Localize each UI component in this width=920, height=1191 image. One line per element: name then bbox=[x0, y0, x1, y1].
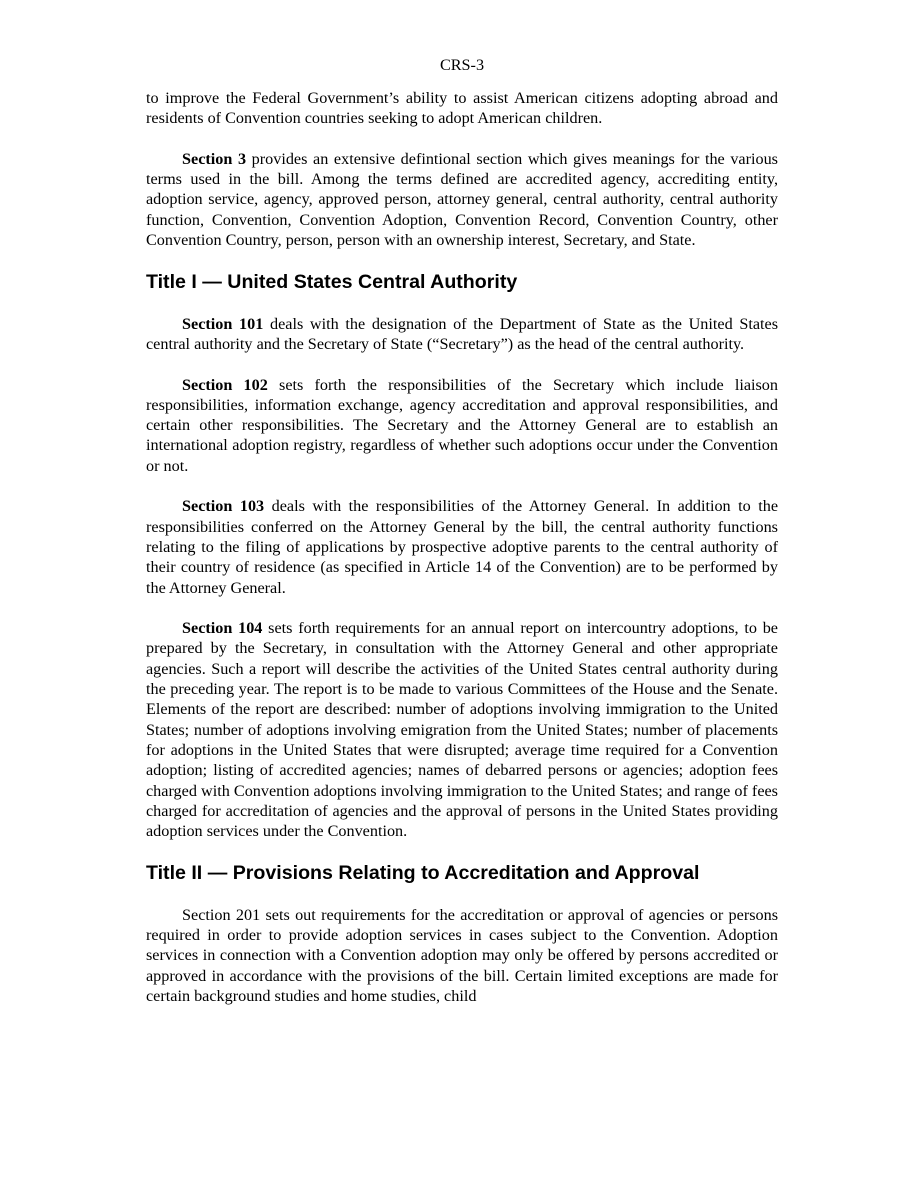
section-102-text: sets forth the responsibilities of the Secretary which include liaison responsibilities, information exchange, agency accreditation and approval responsibilities, and certain other responsibilities. The Secretary and the Attorney General are to establish an international adoption registry, regardless of whether such adoptions occur under the Convention or not. bbox=[146, 375, 778, 475]
title-1-heading: Title I — United States Central Authority bbox=[146, 270, 518, 293]
section-101-text: deals with the designation of the Department of State as the United States central authority and the Secretary of State (“Secretary”) as the head of the central authority. bbox=[146, 314, 778, 353]
intro-paragraph bbox=[146, 88, 778, 129]
section-3-label: Section 3 bbox=[182, 149, 247, 168]
section-102-paragraph bbox=[146, 375, 778, 476]
section-102-label: Section 102 bbox=[182, 375, 268, 394]
title-2-heading: Title II — Provisions Relating to Accreditation and Approval bbox=[146, 861, 700, 884]
section-103-paragraph bbox=[146, 496, 778, 597]
section-103-label: Section 103 bbox=[182, 497, 265, 516]
section-103-text: deals with the responsibilities of the Attorney General. In addition to the responsibilities conferred on the Attorney General by the bill, the central authority functions relating to the filing of applications by prospective adoptive parents to the central authority of their country of residence (as specified in Article 14 of the Convention) are to be performed by the Attorney General. bbox=[146, 497, 779, 597]
section-104-paragraph bbox=[146, 618, 778, 841]
section-101-label: Section 101 bbox=[182, 314, 264, 333]
section-104-text: sets forth requirements for an annual report on intercountry adoptions, to be prepared by the Secretary, in consultation with the Attorney General and other appropriate agencies. Such a report will describe the activities of the United States central authority during the preceding year. The report is to be made to various Committees of the House and the Senate. Elements of the report are described: number of adoptions involving immigration to the United States; number of adoptions involving emigration from the United States; number of placements for adoptions in the United States that were disrupted; average time required for a Convention adoption; listing of accredited agencies; names of debarred persons or agencies; adoption fees charged with Convention adoptions involving immigration to the United States; and range of fees charged for accreditation of agencies and the approval of persons in the United States providing adoption services under the Convention. bbox=[146, 619, 778, 841]
section-3-paragraph bbox=[146, 149, 778, 250]
page-number: CRS-3 bbox=[439, 56, 485, 74]
intro-text: to improve the Federal Government’s ability to assist American citizens adopting abroad and residents of Convention countries seeking to adopt American children. bbox=[146, 89, 778, 128]
document-page bbox=[146, 55, 778, 1006]
section-104-label: Section 104 bbox=[182, 619, 263, 638]
section-201-text: Section 201 sets out requirements for the accreditation or approval of agencies or persons required in order to provide adoption services in cases subject to the Convention. Adoption services in connection with a Convention adoption may only be offered by persons accredited or approved in accordance with the provisions of the bill. Certain limited exceptions are made for certain background studies and home studies, child bbox=[146, 905, 778, 1005]
section-3-text: provides an extensive defintional section which gives meanings for the various terms used in the bill. Among the terms defined are accredited agency, accrediting entity, adoption service, agency, approved person, attorney general, central authority, central authority function, Convention, Convention Adoption, Convention Record, Convention Country, other Convention Country, person, person with an ownership interest, Secretary, and State. bbox=[146, 149, 778, 250]
section-201-paragraph bbox=[146, 905, 778, 1006]
section-101-paragraph bbox=[146, 314, 778, 355]
